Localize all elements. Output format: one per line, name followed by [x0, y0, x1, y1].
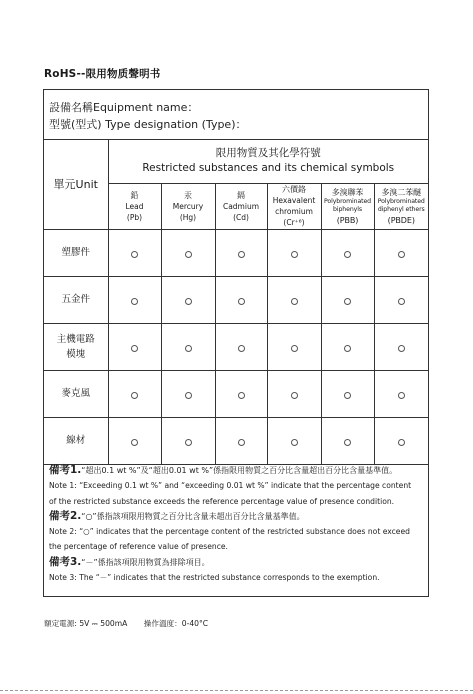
circle-mark-icon: [185, 392, 192, 399]
circle-mark-icon: [291, 298, 298, 305]
compliance-cell: [321, 229, 374, 276]
compliance-cell: [321, 417, 374, 464]
restricted-substances-header: [108, 140, 428, 183]
compliance-cell: [215, 276, 267, 323]
operating-temperature: 操作溫度：0-40°C: [143, 619, 209, 628]
compliance-cell: [321, 370, 374, 417]
compliance-cell: [267, 370, 321, 417]
circle-mark-icon: [398, 345, 405, 352]
circle-mark-icon: [398, 251, 405, 258]
compliance-cell: [267, 417, 321, 464]
note2-en-line1: Note 2: “○” indicates that the percentage content of the restricted substance does not exceed: [49, 527, 410, 537]
compliance-cell: [108, 276, 161, 323]
compliance-cell: [374, 417, 428, 464]
compliance-cell: [267, 276, 321, 323]
table-row: [44, 370, 428, 417]
compliance-cell: [161, 276, 215, 323]
table-row: [44, 417, 428, 464]
note2-en-line2: the percentage of reference value of presence.: [49, 542, 228, 552]
circle-mark-icon: [291, 439, 298, 446]
substance-pbb: 多溴聯苯 Polybrominated biphenyls (PBB): [321, 183, 374, 229]
compliance-cell: [161, 229, 215, 276]
circle-mark-icon: [238, 345, 245, 352]
compliance-cell: [374, 229, 428, 276]
compliance-cell: [108, 229, 161, 276]
compliance-cell: [215, 229, 267, 276]
compliance-cell: [108, 323, 161, 370]
circle-mark-icon: [291, 392, 298, 399]
compliance-cell: [215, 370, 267, 417]
table-row: [44, 276, 428, 323]
note1-en-line1: Note 1: “Exceeding 0.1 wt %” and “exceeding 0.01 wt %” indicate that the percentage content: [49, 481, 412, 491]
circle-mark-icon: [238, 439, 245, 446]
substance-lead: 鉛 Lead (Pb): [108, 183, 161, 229]
circle-mark-icon: [344, 439, 351, 446]
compliance-cell: [267, 323, 321, 370]
circle-mark-icon: [238, 392, 245, 399]
equipment-header: [44, 90, 428, 140]
part-name: 線材: [44, 417, 108, 464]
note3-zh: 備考3.“－”係指該項限用物質為排除項目。: [49, 555, 210, 568]
notes-section: [49, 463, 425, 585]
circle-mark-icon: [185, 345, 192, 352]
compliance-cell: [321, 323, 374, 370]
restricted-substances-en: Restricted substances and its chemical symbols: [142, 162, 395, 175]
circle-mark-icon: [344, 345, 351, 352]
circle-mark-icon: [131, 392, 138, 399]
circle-mark-icon: [131, 345, 138, 352]
compliance-cell: [374, 323, 428, 370]
circle-mark-icon: [344, 392, 351, 399]
circle-mark-icon: [185, 251, 192, 258]
compliance-cell: [374, 276, 428, 323]
compliance-cell: [108, 370, 161, 417]
substance-mercury: 汞 Mercury (Hg): [161, 183, 215, 229]
circle-mark-icon: [131, 439, 138, 446]
circle-mark-icon: [398, 439, 405, 446]
circle-mark-icon: [398, 298, 405, 305]
part-name: 主機電路 模塊: [44, 323, 108, 370]
note1-en-line2: of the restricted substance exceeds the reference percentage value of presence condition.: [49, 496, 395, 506]
compliance-cell: [108, 417, 161, 464]
rated-power: 額定電源: 5V ⎓ 500mA: [44, 619, 128, 628]
part-name: 五金件: [44, 276, 108, 323]
substance-cadmium: 鎘 Cadmium (Cd): [215, 183, 267, 229]
compliance-cell: [215, 323, 267, 370]
circle-mark-icon: [398, 392, 405, 399]
compliance-cell: [161, 370, 215, 417]
circle-mark-icon: [185, 298, 192, 305]
page-title: RoHS--限用物质聲明书: [44, 68, 161, 80]
circle-mark-icon: [131, 251, 138, 258]
part-name: 麥克風: [44, 370, 108, 417]
substance-pbde: 多溴二苯醚 Polybrominated diphenyl ethers (PBDE): [374, 183, 428, 229]
circle-mark-icon: [291, 345, 298, 352]
note1-zh: 備考1.“超出0.1 wt %”及“超出0.01 wt %”係指限用物質之百分比含量超出百分比含量基準值。: [49, 464, 398, 476]
rohs-declaration-box: [43, 89, 429, 597]
circle-mark-icon: [185, 439, 192, 446]
part-name: 塑膠件: [44, 229, 108, 276]
circle-mark-icon: [344, 298, 351, 305]
substance-table: [44, 140, 428, 465]
compliance-cell: [374, 370, 428, 417]
type-designation-label: 型號(型式) Type designation (Type)：: [49, 118, 247, 131]
circle-mark-icon: [344, 251, 351, 258]
circle-mark-icon: [238, 251, 245, 258]
unit-header: 單元Unit: [44, 140, 108, 229]
circle-mark-icon: [291, 251, 298, 258]
note3-en: Note 3: The “－” indicates that the restricted substance corresponds to the exemption.: [49, 573, 380, 583]
compliance-cell: [161, 323, 215, 370]
restricted-substances-zh: 限用物質及其化學符號: [215, 147, 321, 160]
compliance-cell: [267, 229, 321, 276]
table-row: [44, 323, 428, 370]
substance-hexavalent-chromium: 六價鉻 Hexavalent chromium (Cr⁺⁶): [267, 183, 321, 229]
compliance-cell: [161, 417, 215, 464]
note2-zh: 備考2.“○”係指該項限用物質之百分比含量未超出百分比含量基準值。: [49, 509, 305, 522]
circle-mark-icon: [238, 298, 245, 305]
footer-specs: [44, 618, 222, 629]
equipment-name-label: 設備名稱Equipment name：: [49, 101, 199, 114]
circle-mark-icon: [131, 298, 138, 305]
table-row: [44, 229, 428, 276]
compliance-cell: [215, 417, 267, 464]
cut-line: [0, 690, 473, 691]
compliance-cell: [321, 276, 374, 323]
